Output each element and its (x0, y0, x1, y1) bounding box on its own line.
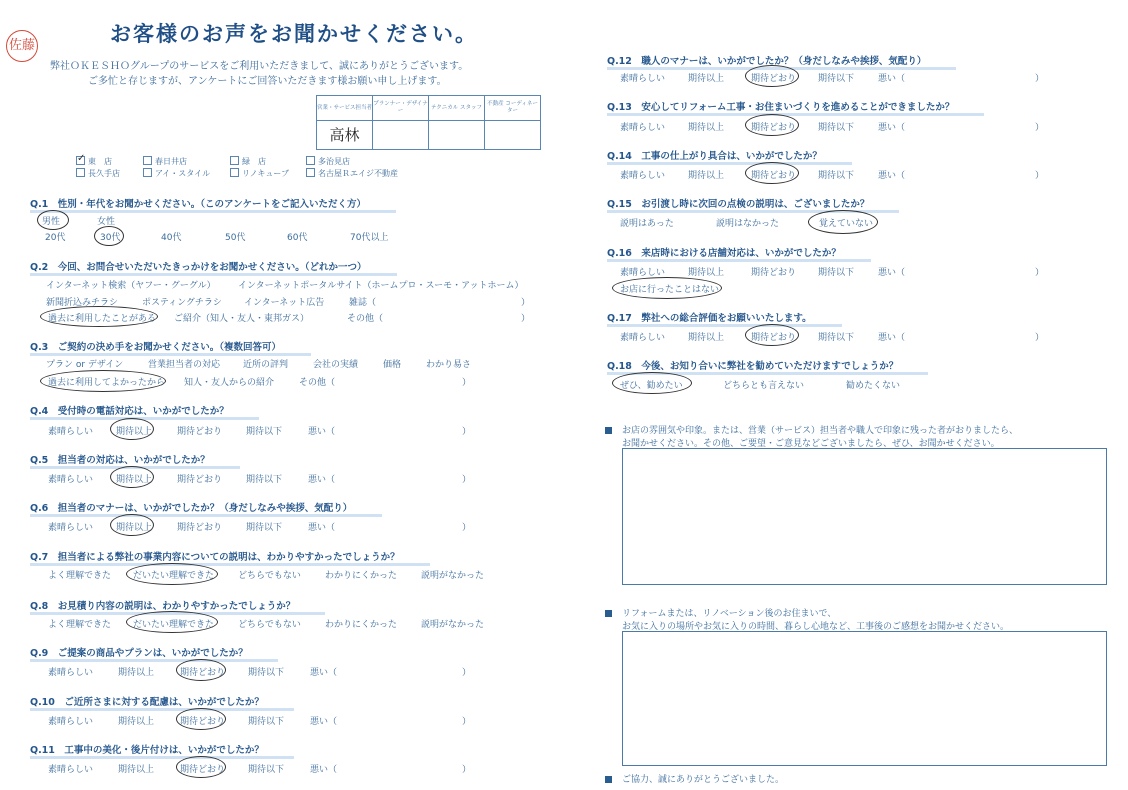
answer-option[interactable]: 期待以下 (246, 523, 283, 533)
answer-option[interactable]: 説明がなかった (421, 571, 485, 581)
question-q2: Q.2 今回、お問合せいただいたきっかけをお聞かせください。（どれか一つ） (30, 259, 367, 273)
square-bullet-icon (605, 427, 612, 434)
selection-circle (94, 226, 124, 246)
answer-option[interactable]: 期待以上 (688, 171, 725, 181)
answer-option[interactable]: 期待以下 (818, 123, 855, 133)
checkbox-icon (230, 156, 239, 165)
selection-circle (40, 306, 158, 327)
answer-option[interactable]: 期待以下 (818, 171, 855, 181)
question-q15: Q.15 お引渡し時に次回の点検の説明は、ございましたか？ (607, 196, 869, 210)
checkbox-icon: ✓ (77, 153, 86, 164)
answer-option[interactable]: 期待以下 (818, 268, 855, 278)
intro-line-2: ご多忙と存じますが、アンケートにご回答いただきます様お願い申し上げます。 (88, 76, 447, 87)
answer-option[interactable]: 期待どおり (751, 123, 797, 133)
answer-option[interactable]: 期待どおり (177, 427, 223, 437)
answer-option: ） (1035, 74, 1045, 84)
answer-option: ） (521, 314, 531, 324)
answer-option[interactable]: だいたい理解できた (133, 620, 215, 630)
answer-option[interactable]: 説明がなかった (421, 620, 485, 630)
question-q8: Q.8 お見積り内容の説明は、わかりやすかったでしょうか？ (30, 598, 295, 612)
intro-line-1: 弊社ＯＫＥＳＨＯグループのサービスをご利用いただきまして、誠にありがとうございます。 (50, 61, 469, 72)
question-q5: Q.5 担当者の対応は、いかがでしたか？ (30, 452, 210, 466)
checkbox-icon (230, 168, 239, 177)
answer-option[interactable]: 勧めたくない (846, 381, 901, 391)
comment-box-2[interactable] (622, 631, 1107, 766)
answer-option[interactable]: わかりにくかった (325, 620, 398, 630)
selection-circle (176, 708, 226, 730)
comment-prompt-1-line-2: お聞かせください。その他、ご要望・ご意見などございましたら、ぜひ、お聞かせください。 (622, 439, 1000, 449)
checkbox-icon (143, 168, 152, 177)
answer-option: ） (521, 298, 531, 308)
answer-option[interactable]: どちらでもない (238, 620, 301, 630)
selection-circle (745, 162, 799, 184)
selection-circle (612, 277, 722, 299)
answer-option[interactable]: ご紹介（知人・友人・東邦ガス） (174, 314, 310, 324)
answer-option: ） (1035, 333, 1045, 343)
answer-option[interactable]: インターネットポータルサイト（ホームプロ・スーモ・アットホーム） (238, 281, 524, 291)
checkbox-icon (143, 156, 152, 165)
answer-option[interactable]: 素晴らしい (620, 74, 666, 84)
store-option[interactable]: 多治見店 (306, 156, 350, 167)
answer-option: ） (462, 427, 472, 437)
answer-option[interactable]: 悪い（ (310, 668, 338, 678)
store-option[interactable]: ✓ 東 店 (77, 153, 112, 166)
answer-option[interactable]: 期待以上 (688, 123, 725, 133)
answer-option: ） (1035, 171, 1045, 181)
square-bullet-icon (605, 776, 612, 783)
selection-circle (126, 611, 218, 633)
answer-option[interactable]: 期待どおり (180, 717, 226, 727)
store-option[interactable]: 緑 店 (230, 156, 266, 167)
answer-option[interactable]: インターネット広告 (244, 298, 325, 308)
answer-option: ） (462, 378, 472, 388)
comment-prompt-2-line-2: お気に入りの場所やお気に入りの時間、暮らし心地など、工事後のご感想をお聞かせください。 (622, 622, 1010, 632)
answer-option[interactable]: 期待以上 (688, 74, 725, 84)
answer-option[interactable]: 期待以上 (688, 333, 725, 343)
answer-option[interactable]: ポスティングチラシ (142, 298, 222, 308)
answer-option[interactable]: 会社の実績 (313, 360, 359, 370)
question-q13: Q.13 安心してリフォーム工事・お住まいづくりを進めることができましたか？ (607, 99, 954, 113)
selection-circle (745, 114, 799, 136)
answer-option: ） (462, 717, 472, 727)
selection-circle (745, 324, 799, 346)
answer-option[interactable]: 期待以下 (818, 333, 855, 343)
question-q9: Q.9 ご提案の商品やプランは、いかがでしたか？ (30, 645, 248, 659)
selection-circle (40, 370, 166, 392)
answer-option[interactable]: 説明はなかった (716, 219, 780, 229)
answer-option[interactable]: よく理解できた (48, 571, 112, 581)
staff-name-field[interactable] (373, 121, 429, 150)
answer-option[interactable]: 近所の評判 (243, 360, 289, 370)
selection-circle (110, 514, 154, 536)
store-option[interactable]: 名古屋Ｒエイジ不動産 (306, 168, 398, 179)
staff-header: 不動産 コーディネーター (485, 96, 541, 121)
question-q11: Q.11 工事中の美化・後片付けは、いかがでしたか？ (30, 742, 264, 756)
answer-option: ） (462, 668, 472, 678)
staff-name-field[interactable] (429, 121, 485, 150)
question-q14: Q.14 工事の仕上がり具合は、いかがでしたか？ (607, 148, 822, 162)
answer-option[interactable]: 期待以上 (116, 427, 153, 437)
staff-header: 営業・サービス担当者 (317, 96, 373, 121)
answer-option[interactable]: 悪い（ (878, 171, 906, 181)
answer-option[interactable]: 期待どおり (180, 765, 226, 775)
answer-option[interactable]: 雑誌（ (349, 298, 377, 308)
answer-option[interactable]: 悪い（ (878, 333, 906, 343)
answer-option[interactable]: 期待どおり (177, 523, 223, 533)
question-q1: Q.1 性別・年代をお聞かせください。（このアンケートをご記入いただく方） (30, 196, 366, 210)
answer-option[interactable]: 期待以下 (248, 668, 285, 678)
answer-option[interactable]: 素晴らしい (620, 123, 666, 133)
answer-option[interactable]: 素晴らしい (48, 717, 94, 727)
answer-option[interactable]: 期待以下 (248, 765, 285, 775)
answer-option[interactable]: その他（ (347, 314, 384, 324)
question-q18: Q.18 今後、お知り合いに弊社を勧めていただけますでしょうか？ (607, 358, 898, 372)
answer-option[interactable]: 素晴らしい (48, 427, 94, 437)
answer-option[interactable]: 素晴らしい (48, 765, 94, 775)
answer-option[interactable]: 期待以下 (246, 427, 283, 437)
answer-option[interactable]: 覚えていない (819, 219, 874, 229)
staff-header: プランナー・デザイナー (373, 96, 429, 121)
answer-option[interactable]: 女性 (97, 217, 116, 227)
selection-circle (176, 756, 226, 778)
staff-table (316, 95, 541, 150)
answer-option[interactable]: 期待以下 (248, 717, 285, 727)
selection-circle (745, 65, 799, 87)
answer-option[interactable]: ぜひ、勧めたい (620, 381, 683, 391)
answer-option[interactable]: 期待どおり (751, 74, 797, 84)
answer-option[interactable]: 男性 (42, 217, 61, 227)
answer-option[interactable]: 30代 (100, 233, 121, 243)
answer-option[interactable]: 期待以上 (118, 765, 155, 775)
selection-circle (37, 210, 69, 230)
question-q10: Q.10 ご近所さまに対する配慮は、いかがでしたか？ (30, 694, 264, 708)
answer-option[interactable]: よく理解できた (48, 620, 112, 630)
answer-option[interactable]: 新聞折込みチラシ (46, 298, 119, 308)
answer-option[interactable]: 期待どおり (751, 268, 797, 278)
answer-option[interactable]: 営業担当者の対応 (148, 360, 221, 370)
answer-option[interactable]: お店に行ったことはない (620, 285, 720, 295)
selection-circle (110, 466, 154, 488)
answer-option[interactable]: だいたい理解できた (133, 571, 215, 581)
answer-option[interactable]: 期待以上 (118, 668, 155, 678)
answer-option[interactable]: 期待以上 (116, 523, 153, 533)
staff-name-field[interactable]: 高林 (317, 121, 373, 150)
store-option[interactable]: リノキューブ (230, 168, 289, 179)
checkbox-icon (76, 168, 85, 177)
answer-option[interactable]: 過去に利用したことがある (48, 314, 157, 324)
selection-circle (176, 659, 226, 681)
store-option[interactable]: アイ・スタイル (143, 168, 210, 179)
answer-option[interactable]: 60代 (287, 233, 308, 243)
answer-option[interactable]: 期待どおり (177, 475, 223, 485)
selection-circle (808, 210, 878, 234)
answer-option: ） (1035, 268, 1045, 278)
answer-option[interactable]: 価格 (383, 360, 402, 370)
checkbox-icon (306, 156, 315, 165)
comment-prompt-1-line-1: お店の雰囲気や印象。または、営業（サービス）担当者や職人で印象に残った者がおりましたら、 (605, 423, 1018, 436)
staff-name-field[interactable] (485, 121, 541, 150)
answer-option[interactable]: 素晴らしい (48, 668, 94, 678)
answer-option[interactable]: どちらでもない (238, 571, 301, 581)
answer-option[interactable]: インターネット検索（ヤフー・グーグル） (46, 281, 216, 291)
question-q7: Q.7 担当者による弊社の事業内容についての説明は、わかりやすかったでしょうか？ (30, 549, 400, 563)
selection-circle (126, 563, 218, 585)
answer-option[interactable]: 期待以下 (818, 74, 855, 84)
question-q16: Q.16 来店時における店舗対応は、いかがでしたか？ (607, 245, 841, 259)
answer-option[interactable]: 知人・友人からの紹介 (184, 378, 275, 388)
question-q6: Q.6 担当者のマナーは、いかがでしたか？（身だしなみや挨拶、気配り） (30, 500, 352, 514)
question-q4: Q.4 受付時の電話対応は、いかがでしたか？ (30, 403, 229, 417)
answer-option[interactable]: 期待以上 (118, 717, 155, 727)
answer-option[interactable]: 期待どおり (180, 668, 226, 678)
answer-option[interactable]: 40代 (161, 233, 182, 243)
checkbox-icon (306, 168, 315, 177)
question-q12: Q.12 職人のマナーは、いかがでしたか？（身だしなみや挨拶、気配り） (607, 53, 926, 67)
seal-stamp: 佐藤 (6, 30, 38, 62)
question-q17: Q.17 弊社への総合評価をお願いいたします。 (607, 310, 812, 324)
answer-option[interactable]: 期待どおり (751, 333, 797, 343)
answer-option: ） (462, 475, 472, 485)
comment-prompt-2-line-1: リフォームまたは、リノベーション後のお住まいで、 (605, 606, 836, 619)
answer-option: ） (462, 523, 472, 533)
answer-option[interactable]: どちらとも言えない (723, 381, 805, 391)
answer-option[interactable]: 悪い（ (308, 427, 336, 437)
answer-option[interactable]: 50代 (225, 233, 246, 243)
selection-circle (110, 418, 154, 440)
answer-option: ） (462, 765, 472, 775)
answer-option: ） (1035, 123, 1045, 133)
answer-option[interactable]: 悪い（ (310, 717, 338, 727)
answer-option[interactable]: その他（ (299, 378, 336, 388)
answer-option[interactable]: 過去に利用してよかったから (48, 378, 166, 388)
answer-option[interactable]: 期待以下 (246, 475, 283, 485)
answer-option[interactable]: 悪い（ (310, 765, 338, 775)
square-bullet-icon (605, 610, 612, 617)
answer-option[interactable]: 悪い（ (878, 74, 906, 84)
answer-option[interactable]: 素晴らしい (48, 523, 94, 533)
answer-option[interactable]: 期待以上 (116, 475, 153, 485)
answer-option[interactable]: 悪い（ (878, 123, 906, 133)
comment-box-1[interactable] (622, 448, 1107, 585)
answer-option[interactable]: 素晴らしい (48, 475, 94, 485)
answer-option[interactable]: 悪い（ (308, 523, 336, 533)
store-option[interactable]: 春日井店 (143, 156, 187, 167)
store-option[interactable]: 長久手店 (76, 168, 120, 179)
closing-message: ご協力、誠にありがとうございました。 (605, 772, 784, 785)
answer-option[interactable]: 20代 (45, 233, 66, 243)
answer-option[interactable]: 悪い（ (308, 475, 336, 485)
answer-option[interactable]: わかり易さ (426, 360, 472, 370)
answer-option[interactable]: わかりにくかった (325, 571, 398, 581)
selection-circle (612, 372, 692, 394)
page-title: お客様のお声をお聞かせください。 (110, 22, 478, 46)
answer-option[interactable]: 素晴らしい (620, 268, 666, 278)
answer-option[interactable]: 素晴らしい (620, 333, 666, 343)
answer-option[interactable]: 説明はあった (620, 219, 674, 229)
question-q3: Q.3 ご契約の決め手をお聞かせください。（複数回答可） (30, 339, 281, 353)
answer-option[interactable]: 悪い（ (878, 268, 906, 278)
answer-option[interactable]: 期待以上 (688, 268, 725, 278)
staff-header: テクニカル スタッフ (429, 96, 485, 121)
answer-option[interactable]: 期待どおり (751, 171, 797, 181)
answer-option[interactable]: 70代以上 (350, 233, 389, 243)
answer-option[interactable]: プラン or デザイン (46, 360, 124, 370)
answer-option[interactable]: 素晴らしい (620, 171, 666, 181)
